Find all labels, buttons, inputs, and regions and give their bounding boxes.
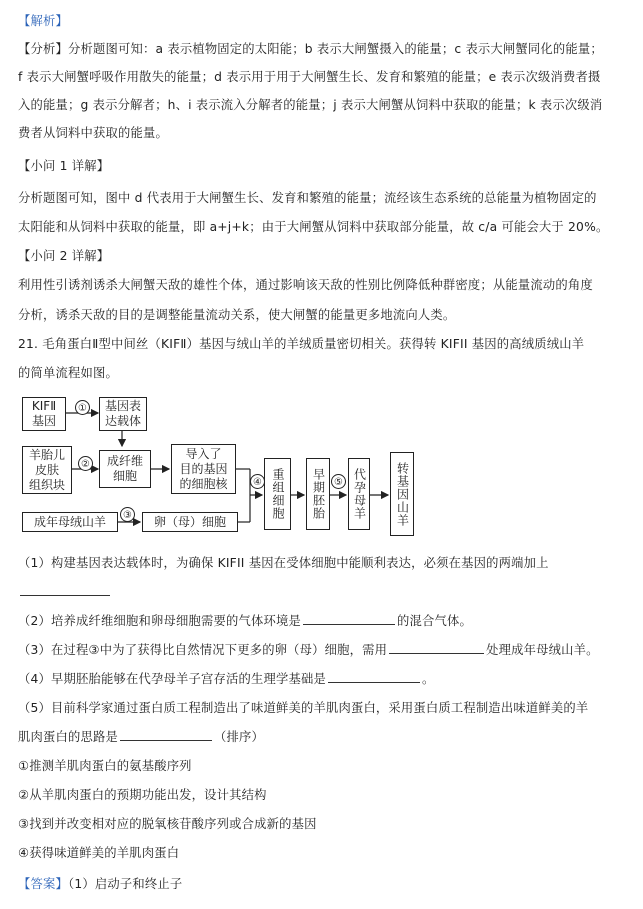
q2-line-1: 利用性引诱剂诱杀大闸蟹天敌的雄性个体，通过影响该天敌的性别比例降低种群密度；从能量流动的角度 [18,278,593,292]
surrogate-ewe-box: 代孕母羊 [348,458,370,530]
step-2-marker: ② [78,456,93,471]
sub5-line-2: 肌肉蛋白的思路是 （排序） [18,730,264,744]
fetal-skin-box: 羊胎儿 皮肤 组织块 [22,446,72,494]
q1-heading: 【小问 1 详解】 [18,159,110,173]
answer-tag: 【答案】 [18,877,68,891]
sub1-answer-blank [18,580,628,605]
sub4-line: （4）早期胚胎能够在代孕母羊子宫存活的生理学基础是 。 [18,672,435,686]
analysis-line-4: 费者从饲料中获取的能量。 [18,126,168,140]
nucleus-box: 导入了 目的基因 的细胞核 [171,444,236,494]
flowchart [18,394,418,544]
q1-line-1: 分析题图可知，图中 d 代表用于大闸蟹生长、发育和繁殖的能量；流经该生态系统的总能量为植物固定的 [18,191,597,205]
sub1-line: （1）构建基因表达载体时，为确保 KIFII 基因在受体细胞中能顺利表达，必须在基因的两端加上 [18,556,549,570]
q21-line-2: 的简单流程如图。 [18,366,118,380]
transgenic-goat-box: 转基因山羊 [390,452,414,536]
jiexi-heading: 【解析】 [18,14,68,28]
q2-heading: 【小问 2 详解】 [18,249,110,263]
option-3: ③找到并改变相对应的脱氧核苷酸序列或合成新的基因 [18,817,317,831]
q21-line-1: 21. 毛角蛋白Ⅱ型中间丝（KIFⅡ）基因与绒山羊的羊绒质量密切相关。获得转 KIFII 基因的高绒质绒山羊 [18,337,585,351]
egg-cell-box: 卵（母）细胞 [142,512,238,532]
adult-sheep-box: 成年母绒山羊 [22,512,118,532]
blank-3[interactable] [389,641,484,654]
analysis-line-2: f 表示大闸蟹呼吸作用散失的能量；d 表示用于用于大闸蟹生长、发育和繁殖的能量；e 表示次级消费者摄 [18,70,601,84]
analysis-line-1: 【分析】分析题图可知：a 表示植物固定的太阳能；b 表示大闸蟹摄入的能量；c 表示大闸蟹同化的能量； [18,42,603,56]
recombinant-cell-box: 重组细胞 [264,458,291,530]
answer-line: 【答案】（1）启动子和终止子 [18,877,183,891]
sub5-line-1: （5）目前科学家通过蛋白质工程制造出了味道鲜美的羊肌肉蛋白，采用蛋白质工程制造出味道鲜美的羊 [18,701,589,715]
analysis-tag: 【分析】 [18,42,68,56]
sub3-line: （3）在过程③中为了获得比自然情况下更多的卵（母）细胞，需用 处理成年母绒山羊。 [18,643,599,657]
kif-gene-box: KIFⅡ 基因 [22,397,66,431]
option-4: ④获得味道鲜美的羊肌肉蛋白 [18,846,180,860]
step-3-marker: ③ [120,507,135,522]
step-1-marker: ① [75,400,90,415]
blank-4[interactable] [328,670,420,683]
blank-1[interactable] [20,583,110,596]
q2-line-2: 分析，诱杀天敌的目的是调整能量流动关系，使大闸蟹的能量更多地流向人类。 [18,308,456,322]
step-4-marker: ④ [250,474,265,489]
analysis-line-3: 入的能量；g 表示分解者；h、i 表示流入分解者的能量；j 表示大闸蟹从饲料中获取的能量；k 表示次级消 [18,98,603,112]
blank-5[interactable] [120,728,212,741]
option-1: ①推测羊肌肉蛋白的氨基酸序列 [18,759,192,773]
option-2: ②从羊肌肉蛋白的预期功能出发，设计其结构 [18,788,267,802]
early-embryo-box: 早期胚胎 [306,458,330,530]
fibroblast-box: 成纤维 细胞 [99,450,151,488]
q1-line-2: 太阳能和从饲料中获取的能量，即 a+j+k；由于大闸蟹从饲料中获取部分能量，故 c/a 可能会大于 20%。 [18,220,609,234]
blank-2[interactable] [303,612,395,625]
sub2-line: （2）培养成纤维细胞和卵母细胞需要的气体环境是 的混合气体。 [18,614,472,628]
step-5-marker: ⑤ [331,474,346,489]
expression-vector-box: 基因表 达载体 [99,397,147,431]
